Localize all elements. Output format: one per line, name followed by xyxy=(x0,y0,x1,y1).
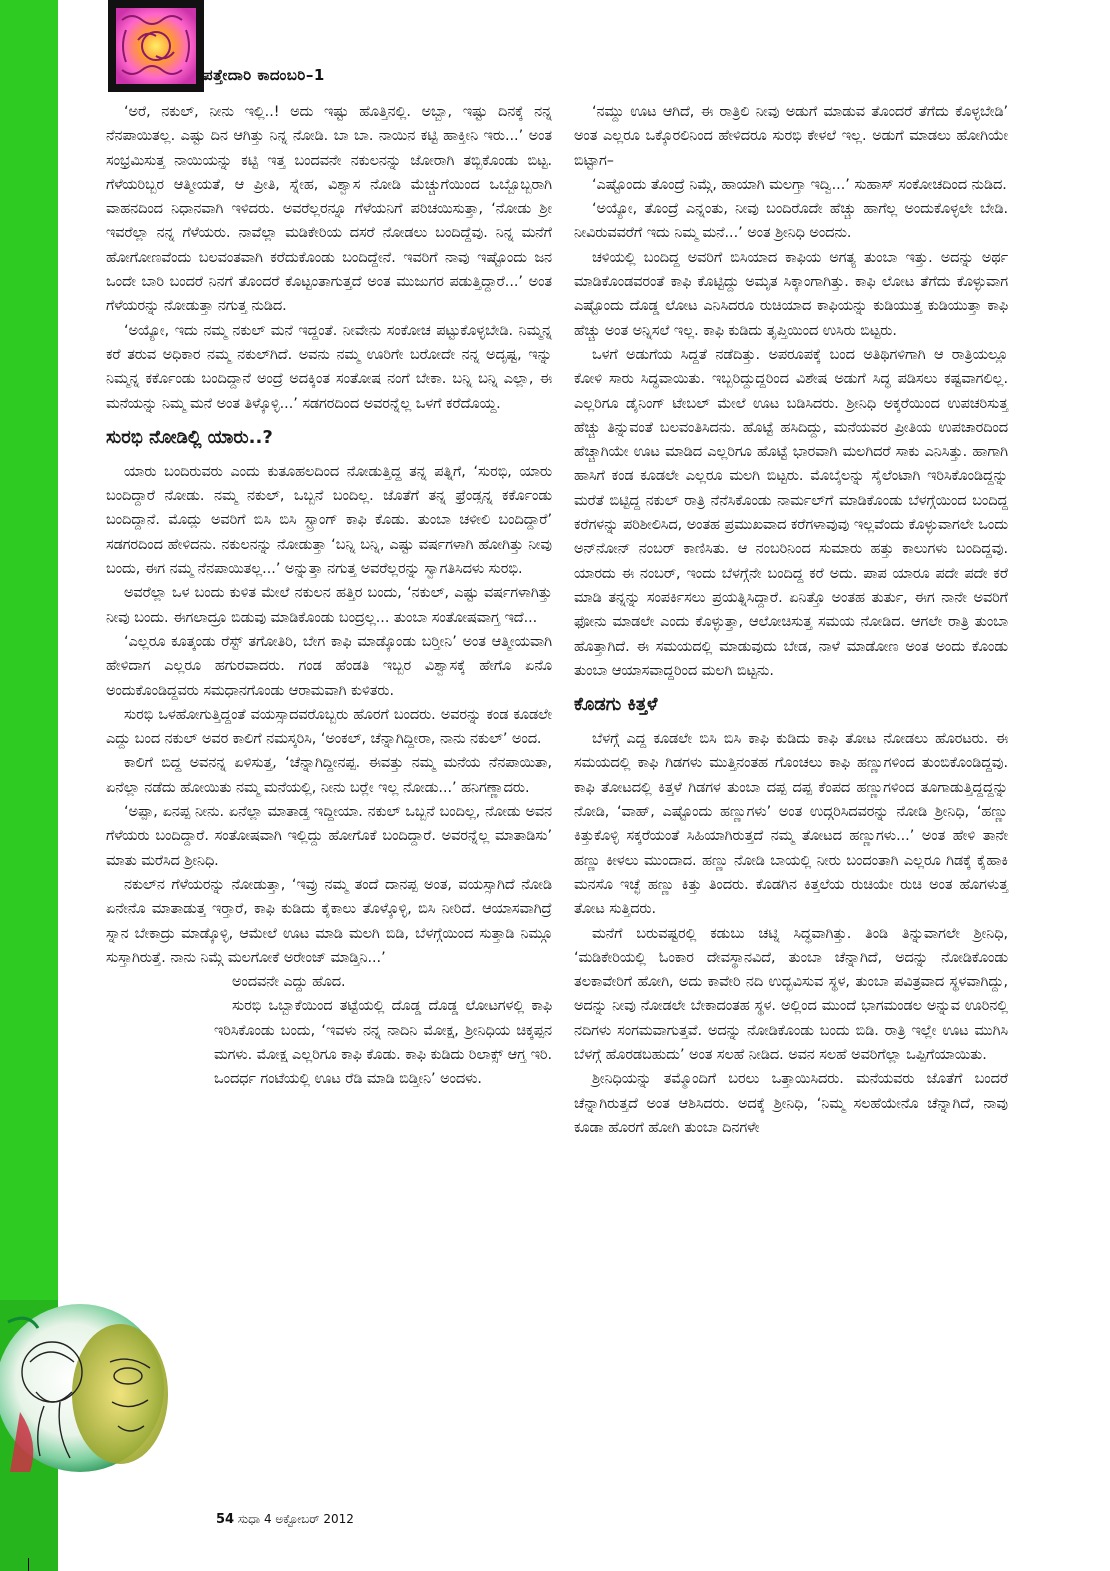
paragraph: ಸುರಭಿ ಒಳಹೋಗುತ್ತಿದ್ದಂತೆ ವಯಸ್ಸಾದವರೊಬ್ಬರು ಹೊರಗೆ ಬಂದರು. ಅವರನ್ನು ಕಂಡ ಕೂಡಲೇ ಎದ್ದು ಬಂದ ನಕುಲ್ ಅವರ ಕಾಲಿಗೆ ನಮಸ್ಕರಿಸಿ, ‘ಅಂಕಲ್, ಚೆನ್ನಾಗಿದ್ದೀರಾ, ನಾನು ನಕುಲ್’ ಅಂದ. xyxy=(106,706,552,748)
section-heading: ಕೊಡಗು ಕಿತ್ತಳೆ xyxy=(574,694,658,716)
left-column xyxy=(106,100,552,1092)
series-logo xyxy=(108,0,204,92)
section-heading: ಸುರಭಿ ನೋಡಿಲ್ಲಿ ಯಾರು..? xyxy=(106,426,273,448)
paragraph: ಶ್ರೀನಿಧಿಯನ್ನು ತಮ್ಮೊಂದಿಗೆ ಬರಲು ಒತ್ತಾಯಿಸಿದರು. ಮನೆಯವರು ಜೊತೆಗೆ ಬಂದರೆ ಚೆನ್ನಾಗಿರುತ್ತದೆ ಅಂತ ಆಶಿಸಿದರು. ಅದಕ್ಕೆ ಶ್ರೀನಿಧಿ, ‘ನಿಮ್ಮ ಸಲಹೆಯೇನೊ ಚೆನ್ನಾಗಿದೆ, ನಾವು ಕೂಡಾ ಹೊರಗೆ ಹೋಗಿ ತುಂಬಾ ದಿನಗಳೇ xyxy=(574,1071,1008,1136)
paragraph: ‘ಅಯ್ಯೋ, ತೊಂದ್ರೆ ಎನ್ನಂತು, ನೀವು ಬಂದಿರೊದೇ ಹೆಚ್ಚು ಹಾಗೆಲ್ಲ ಅಂದುಕೊಳ್ಳಲೇ ಬೇಡಿ. ನೀವಿರುವವರೆಗೆ ಇದು ನಿಮ್ಮ ಮನೆ...’ ಅಂತ ಶ್ರೀನಿಧಿ ಅಂದನು. xyxy=(574,201,1008,242)
paragraph: ಮನೆಗೆ ಬರುವಷ್ಟರಲ್ಲಿ ಕಡುಬು ಚಟ್ನಿ ಸಿದ್ಧವಾಗಿತ್ತು. ತಿಂಡಿ ತಿನ್ನುವಾಗಲೇ ಶ್ರೀನಿಧಿ, ‘ಮಡಿಕೇರಿಯಲ್ಲಿ ಓಂಕಾರ ದೇವಸ್ಥಾನವಿದೆ, ತುಂಬಾ ಚೆನ್ನಾಗಿದೆ, ಅದನ್ನು ನೋಡಿಕೊಂಡು ತಲಕಾವೇರಿಗೆ ಹೋಗಿ, ಅದು ಕಾವೇರಿ ನದಿ ಉದ್ಭವಿಸುವ ಸ್ಥಳ, ತುಂಬಾ ಪವಿತ್ರವಾದ ಸ್ಥಳವಾಗಿದ್ದು, ಅದನ್ನು ನೀವು ನೋಡಲೇ ಬೇಕಾದಂತಹ ಸ್ಥಳ. ಅಲ್ಲಿಂದ ಮುಂದೆ ಭಾಗಮಂಡಲ ಅನ್ನುವ ಊರಿನಲ್ಲಿ ನದಿಗಳು ಸಂಗಮವಾಗುತ್ತವೆ. ಅದನ್ನು ನೋಡಿಕೊಂಡು ಬಂದು ಬಿಡಿ. ರಾತ್ರಿ ಇಲ್ಲೇ ಊಟ ಮುಗಿಸಿ ಬೆಳಗ್ಗೆ ಹೊರಡಬಹುದು’ ಅಂತ ಸಲಹೆ ನೀಡಿದ. ಅವನ ಸಲಹೆ ಅವರಿಗೆಲ್ಲಾ ಒಪ್ಪಿಗೆಯಾಯಿತು. xyxy=(574,925,1008,1063)
series-title: ಪತ್ತೇದಾರಿ ಕಾದಂಬರಿ–1 xyxy=(203,66,325,84)
paragraph: ‘ಎಷ್ಟೊಂದು ತೊಂದ್ರೆ ನಿಮ್ಗೆ, ಹಾಯಾಗಿ ಮಲಗ್ತಾ ಇದ್ವಿ...’ ಸುಹಾಸ್ ಸಂಕೋಚದಿಂದ ನುಡಿದ. xyxy=(592,176,1007,193)
paragraph: ‘ಅಯ್ಯೋ, ಇದು ನಮ್ಮ ನಕುಲ್ ಮನೆ ಇದ್ದಂತೆ. ನೀವೇನು ಸಂಕೋಚ ಪಟ್ಟುಕೊಳ್ಳಬೇಡಿ. ನಿಮ್ಮನ್ನ ಕರೆ ತರುವ ಅಧಿಕಾರ ನಮ್ಮ ನಕುಲ್‌ಗಿದೆ. ಅವನು ನಮ್ಮ ಊರಿಗೇ ಬರೋದೇ ನನ್ನ ಅದೃಷ್ಟ, ಇನ್ನು ನಿಮ್ಮನ್ನ ಕರ್ಕೊಂಡು ಬಂದಿದ್ದಾನೆ ಅಂದ್ರೆ ಅದಕ್ಕಿಂತ ಸಂತೋಷ ನಂಗೆ ಬೇಕಾ. ಬನ್ನಿ ಬನ್ನಿ ಎಲ್ಲಾ, ಈ ಮನೆಯನ್ನು ನಿಮ್ಮ ಮನೆ ಅಂತ ತಿಳ್ಕೊಳ್ಳಿ...’ ಸಡಗರದಿಂದ ಅವರನ್ನೆಲ್ಲ ಒಳಗೆ ಕರೆದೊಯ್ದ. xyxy=(106,322,552,412)
paragraph: ಬೆಳಗ್ಗೆ ಎದ್ದ ಕೂಡಲೇ ಬಿಸಿ ಬಿಸಿ ಕಾಫಿ ಕುಡಿದು ಕಾಫಿ ತೋಟ ನೋಡಲು ಹೊರಟರು. ಈ ಸಮಯದಲ್ಲಿ ಕಾಫಿ ಗಿಡಗಳು ಮುತ್ತಿನಂತಹ ಗೊಂಚಲು ಕಾಫಿ ಹಣ್ಣುಗಳಿಂದ ತುಂಬಿಕೊಂಡಿದ್ದವು. ಕಾಫಿ ತೋಟದಲ್ಲಿ ಕಿತ್ತಳೆ ಗಿಡಗಳ ತುಂಬಾ ದಪ್ಪ ದಪ್ಪ ಕೆಂಪದ ಹಣ್ಣುಗಳಿಂದ ತೂಗಾಡುತ್ತಿದ್ದದ್ದನ್ನು ನೋಡಿ, ‘ವಾಹ್, ಎಷ್ಟೊಂದು ಹಣ್ಣುಗಳು’ ಅಂತ ಉದ್ಗರಿಸಿದವರನ್ನು ನೋಡಿ ಶ್ರೀನಿಧಿ, ‘ಹಣ್ಣು ಕಿತ್ತುಕೊಳ್ಳಿ ಸಕ್ಕರೆಯಂತೆ ಸಿಹಿಯಾಗಿರುತ್ತದೆ ನಮ್ಮ ತೋಟದ ಹಣ್ಣುಗಳು...’ ಅಂತ ಹೇಳಿ ತಾನೇ ಹಣ್ಣು ಕೀಳಲು ಮುಂದಾದ. ಹಣ್ಣು ನೋಡಿ ಬಾಯಲ್ಲಿ ನೀರು ಬಂದಂತಾಗಿ ಎಲ್ಲರೂ ಗಿಡಕ್ಕೆ ಕೈಹಾಕಿ ಮನಸೊ ಇಚ್ಛೆ ಹಣ್ಣು ಕಿತ್ತು ತಿಂದರು. ಕೊಡಗಿನ ಕಿತ್ತಲೆಯ ರುಚಿಯೇ ರುಚಿ ಅಂತ ಹೊಗಳುತ್ತ ತೋಟ ಸುತ್ತಿದರು. xyxy=(574,731,1008,918)
paragraph: ನಕುಲ್‌ನ ಗೆಳೆಯರನ್ನು ನೋಡುತ್ತಾ, ‘ಇವ್ರು ನಮ್ಮ ತಂದೆ ದಾನಪ್ಪ ಅಂತ, ವಯಸ್ಸಾಗಿದೆ ನೋಡಿ ಏನೇನೊ ಮಾತಾಡುತ್ತ ಇರ್‍ತಾರೆ, ಕಾಫಿ ಕುಡಿದು ಕೈಕಾಲು ತೊಳ್ಕೊಳ್ಳಿ, ಬಿಸಿ ನೀರಿದೆ. ಆಯಾಸವಾಗಿದ್ರೆ ಸ್ನಾನ ಬೇಕಾದ್ರು ಮಾಡ್ಕೊಳ್ಳಿ, ಆಮೇಲೆ ಊಟ ಮಾಡಿ ಮಲಗಿ ಬಿಡಿ, ಬೆಳಗ್ಗೆಯಿಂದ ಸುತ್ತಾಡಿ ನಿಮ್ಗೂ ಸುಸ್ತಾಗಿರುತ್ತೆ. ನಾನು ನಿಮ್ಗೆ ಮಲಗೋಕೆ ಅರೇಂಜ್ ಮಾಡ್ತಿನಿ...’ xyxy=(106,876,552,966)
paragraph: ‘ಎಲ್ಲರೂ ಕೂತ್ಕಂಡು ರೆಸ್ಟ್ ತಗೋತಿರಿ, ಬೇಗ ಕಾಫಿ ಮಾಡ್ಕೊಂಡು ಬರ್‍ತೀನಿ’ ಅಂತ ಆತ್ಮೀಯವಾಗಿ ಹೇಳಿದಾಗ ಎಲ್ಲರೂ ಹಗುರವಾದರು. ಗಂಡ ಹೆಂಡತಿ ಇಬ್ಬರ ವಿಶ್ವಾಸಕ್ಕೆ ಹೇಗೊ ಏನೊ ಅಂದುಕೊಂಡಿದ್ದವರು ಸಮಧಾನಗೊಂಡು ಆರಾಮವಾಗಿ ಕುಳಿತರು. xyxy=(106,633,552,699)
magazine-name: ಸುಧಾ xyxy=(237,1512,261,1526)
paragraph: ಅಂದವನೇ ಎದ್ದು ಹೊದ. xyxy=(232,974,346,991)
issue-date: 4 ಅಕ್ಟೋಬರ್ 2012 xyxy=(263,1512,354,1526)
paragraph: ‘ಅಪ್ಪಾ, ಏನಪ್ಪ ನೀನು. ಏನೆಲ್ಲಾ ಮಾತಾಡ್ತ ಇದ್ದೀಯಾ. ನಕುಲ್ ಒಬ್ಬನೆ ಬಂದಿಲ್ಲ, ನೋಡು ಅವನ ಗೆಳೆಯರು ಬಂದಿದ್ದಾರೆ. ಸಂತೋಷವಾಗಿ ಇಲ್ಲಿದ್ದು ಹೋಗೊಕೆ ಬಂದಿದ್ದಾರೆ. ಅವರನ್ನೆಲ್ಲ ಮಾತಾಡಿಸು’ ಮಾತು ಮರೆಸಿದ ಶ್ರೀನಿಧಿ. xyxy=(106,804,552,869)
illustration xyxy=(0,1302,190,1472)
page-number: 54 xyxy=(216,1512,235,1527)
paragraph: ಯಾರು ಬಂದಿರುವರು ಎಂದು ಕುತೂಹಲದಿಂದ ನೋಡುತ್ತಿದ್ದ ತನ್ನ ಪತ್ನಿಗೆ, ‘ಸುರಭಿ, ಯಾರು ಬಂದಿದ್ದಾರೆ ನೋಡು. ನಮ್ಮ ನಕುಲ್, ಒಬ್ಬನೆ ಬಂದಿಲ್ಲ. ಜೊತೆಗೆ ತನ್ನ ಫ್ರೆಂಡ್ಸನ್ನ ಕರ್ಕೊಂಡು ಬಂದಿದ್ದಾನೆ. ಮೊದ್ಲು ಅವರಿಗೆ ಬಿಸಿ ಬಿಸಿ ಸ್ಟ್ರಾಂಗ್ ಕಾಫಿ ಕೊಡು. ತುಂಬಾ ಚಳೀಲಿ ಬಂದಿದ್ದಾರೆ’ ಸಡಗರದಿಂದ ಹೇಳಿದನು. ನಕುಲನನ್ನು ನೋಡುತ್ತಾ ‘ಬನ್ನಿ ಬನ್ನಿ, ಎಷ್ಟು ವರ್ಷಗಳಾಗಿ ಹೋಗಿತ್ತು ನೀವು ಬಂದು, ಈಗ ನಮ್ಮ ನೆನಪಾಯಿತಲ್ಲ...’ ಅನ್ನುತ್ತಾ ನಗುತ್ತ ಅವರೆಲ್ಲರನ್ನು ಸ್ವಾಗತಿಸಿದಳು ಸುರಭಿ. xyxy=(106,463,552,578)
right-column xyxy=(574,100,1008,1140)
paragraph: ‘ಅರೆ, ನಕುಲ್, ನೀನು ಇಲ್ಲಿ..! ಅದು ಇಷ್ಟು ಹೊತ್ತಿನಲ್ಲಿ. ಅಬ್ಬಾ, ಇಷ್ಟು ದಿನಕ್ಕೆ ನನ್ನ ನೆನಪಾಯಿತಲ್ಲ. ಎಷ್ಟು ದಿನ ಆಗಿತ್ತು ನಿನ್ನ ನೋಡಿ. ಬಾ ಬಾ. ನಾಯಿನ ಕಟ್ಟಿ ಹಾಕ್ತೀನಿ ಇರು...’ ಅಂತ ಸಂಭ್ರಮಿಸುತ್ತ ನಾಯಿಯನ್ನು ಕಟ್ಟಿ ಇತ್ತ ಬಂದವನೇ ನಕುಲನನ್ನು ಜೋರಾಗಿ ತಬ್ಬಿಕೊಂಡು ಬಿಟ್ಟ. ಗೆಳೆಯರಿಬ್ಬರ ಆತ್ಮೀಯತೆ, ಆ ಪ್ರೀತಿ, ಸ್ನೇಹ, ವಿಶ್ವಾಸ ನೋಡಿ ಮೆಚ್ಚುಗೆಯಿಂದ ಒಬ್ಬೊಬ್ಬರಾಗಿ ವಾಹನದಿಂದ ನಿಧಾನವಾಗಿ ಇಳಿದರು. ಅವರೆಲ್ಲರನ್ನೂ ಗೆಳೆಯನಿಗೆ ಪರಿಚಯಿಸುತ್ತಾ, ‘ನೋಡು ಶ್ರೀ ಇವರೆಲ್ಲಾ ನನ್ನ ಗೆಳೆಯರು. ನಾವೆಲ್ಲಾ ಮಡಿಕೇರಿಯ ದಸರೆ ನೋಡಲು ಬಂದಿದ್ದೆವು. ನಿನ್ನ ಮನೆಗೆ ಹೋಗೋಣವೆಂದು ಬಲವಂತವಾಗಿ ಕರೆದುಕೊಂಡು ಬಂದಿದ್ದೇನೆ. ಇವರಿಗೆ ನಾವು ಇಷ್ಟೊಂದು ಜನ ಒಂದೇ ಬಾರಿ ಬಂದರೆ ನಿನಗೆ ತೊಂದರೆ ಕೊಟ್ಟಂತಾಗುತ್ತದೆ ಅಂತ ಮುಜುಗರ ಪಡುತ್ತಿದ್ದಾರೆ...’ ಅಂತ ಗೆಳೆಯರನ್ನು ನೋಡುತ್ತಾ ನಗುತ್ತ ನುಡಿದ. xyxy=(106,104,552,315)
paragraph: ಒಳಗೆ ಅಡುಗೆಯ ಸಿದ್ದತೆ ನಡೆದಿತ್ತು. ಅಪರೂಪಕ್ಕೆ ಬಂದ ಅತಿಥಿಗಳಿಗಾಗಿ ಆ ರಾತ್ರಿಯಲ್ಲೂ ಕೋಳಿ ಸಾರು ಸಿದ್ಧವಾಯಿತು. ಇಬ್ಬರಿದ್ದುದ್ದರಿಂದ ವಿಶೇಷ ಅಡುಗೆ ಸಿದ್ಧ ಪಡಿಸಲು ಕಷ್ಟವಾಗಲಿಲ್ಲ. ಎಲ್ಲರಿಗೂ ಡೈನಿಂಗ್ ಟೇಬಲ್ ಮೇಲೆ ಊಟ ಬಡಿಸಿದರು. ಶ್ರೀನಿಧಿ ಅಕ್ಕರೆಯಿಂದ ಉಪಚರಿಸುತ್ತ ಹೆಚ್ಚು ತಿನ್ನುವಂತೆ ಬಲವಂತಿಸಿದನು. ಹೊಟ್ಟೆ ಹಸಿದಿದ್ದು, ಮನೆಯವರ ಪ್ರೀತಿಯ ಉಪಚಾರದಿಂದ ಹೆಚ್ಚಾಗಿಯೇ ಊಟ ಮಾಡಿದ ಎಲ್ಲರಿಗೂ ಹೊಟ್ಟೆ ಭಾರವಾಗಿ ಮಲಗಿದರೆ ಸಾಕು ಎನಿಸಿತ್ತು. ಹಾಗಾಗಿ ಹಾಸಿಗೆ ಕಂಡ ಕೂಡಲೇ ಎಲ್ಲರೂ ಮಲಗಿ ಬಿಟ್ಟರು. ಮೊಬೈಲನ್ನು ಸೈಲೆಂಟಾಗಿ ಇರಿಸಿಕೊಂಡಿದ್ದನ್ನು ಮರೆತೆ ಬಿಟ್ಟಿದ್ದ ನಕುಲ್ ರಾತ್ರಿ ನೆನೆಸಿಕೊಂಡು ನಾರ್ಮಲ್‌ಗೆ ಮಾಡಿಕೊಂಡು ಬೆಳಗ್ಗೆಯಿಂದ ಬಂದಿದ್ದ ಕರೆಗಳನ್ನು ಪರಿಶೀಲಿಸಿದ, ಅಂತಹ ಪ್ರಮುಖವಾದ ಕರೆಗಳಾವುವು ಇಲ್ಲವೆಂದು ಕೊಳ್ಳುವಾಗಲೇ ಒಂದು ಅನ್‌ನೋನ್ ನಂಬರ್ ಕಾಣಿಸಿತು. ಆ ನಂಬರಿನಿಂದ ಸುಮಾರು ಹತ್ತು ಕಾಲುಗಳು ಬಂದಿದ್ದವು. ಯಾರದು ಈ ನಂಬರ್, ಇಂದು ಬೆಳಗ್ಗೆನೇ ಬಂದಿದ್ದ ಕರೆ ಅದು. ಪಾಪ ಯಾರೂ ಪದೇ ಪದೇ ಕರೆ ಮಾಡಿ ತನ್ನನ್ನು ಸಂಪರ್ಕಿಸಲು ಪ್ರಯತ್ನಿಸಿದ್ದಾರೆ. ಏನಿತ್ತೊ ಅಂತಹ ತುರ್ತು, ಈಗ ನಾನೇ ಅವರಿಗೆ ಫೋನು ಮಾಡಲೇ ಎಂದು ಕೊಳ್ಳುತ್ತಾ, ಆಲೋಚಿಸುತ್ತ ಸಮಯ ನೋಡಿದ. ಆಗಲೇ ರಾತ್ರಿ ತುಂಬಾ ಹೊತ್ತಾಗಿದೆ. ಈ ಸಮಯದಲ್ಲಿ ಮಾಡುವುದು ಬೇಡ, ನಾಳೆ ಮಾಡೋಣ ಅಂತ ಅಂದು ಕೊಂಡು ತುಂಬಾ ಆಯಾಸವಾದ್ದರಿಂದ ಮಲಗಿ ಬಿಟ್ಟನು. xyxy=(574,346,1009,679)
paragraph: ಸುರಭಿ ಒಬ್ಬಾಕೆಯಿಂದ ತಟ್ಟೆಯಲ್ಲಿ ದೊಡ್ಡ ದೊಡ್ಡ ಲೋಟಗಳಲ್ಲಿ ಕಾಫಿ ಇರಿಸಿಕೊಂಡು ಬಂದು, ‘ಇವಳು ನನ್ನ ನಾದಿನಿ ಮೋಕ್ಷ, ಶ್ರೀನಿಧಿಯ ಚಿಕ್ಕಪ್ಪನ ಮಗಳು. ಮೋಕ್ಷ ಎಲ್ಲರಿಗೂ ಕಾಫಿ ಕೊಡು. ಕಾಫಿ ಕುಡಿದು ರಿಲಾಕ್ಸ್ ಆಗ್ತ ಇರಿ. ಒಂದರ್ಧ ಗಂಟೆಯಲ್ಲಿ ಊಟ ರೆಡಿ ಮಾಡಿ ಬಿಡ್ತೀನಿ’ ಅಂದಳು. xyxy=(214,998,552,1088)
paragraph: ಚಳಿಯಲ್ಲಿ ಬಂದಿದ್ದ ಅವರಿಗೆ ಬಿಸಿಯಾದ ಕಾಫಿಯ ಅಗತ್ಯ ತುಂಬಾ ಇತ್ತು. ಅದನ್ನು ಅರ್ಥ ಮಾಡಿಕೊಂಡವರಂತೆ ಕಾಫಿ ಕೊಟ್ಟಿದ್ದು ಅಮೃತ ಸಿಕ್ಕಾಂಗಾಗಿತ್ತು. ಕಾಫಿ ಲೋಟ ತೆಗೆದು ಕೊಳ್ಳುವಾಗ ಎಷ್ಟೊಂದು ದೊಡ್ಡ ಲೋಟ ಎನಿಸಿದರೂ ರುಚಿಯಾದ ಕಾಫಿಯನ್ನು ಕುಡಿಯುತ್ತ ಕುಡಿಯುತ್ತಾ ಕಾಫಿ ಹೆಚ್ಚು ಅಂತ ಅನ್ನಿಸಲೆ ಇಲ್ಲ. ಕಾಫಿ ಕುಡಿದು ತೃಪ್ತಿಯಿಂದ ಉಸಿರು ಬಿಟ್ಟರು. xyxy=(574,249,1008,339)
paragraph: ‘ನಮ್ದು ಊಟ ಆಗಿದೆ, ಈ ರಾತ್ರಿಲಿ ನೀವು ಅಡುಗೆ ಮಾಡುವ ತೊಂದರೆ ತೆಗೆದು ಕೊಳ್ಳಬೇಡಿ’ ಅಂತ ಎಲ್ಲರೂ ಒಕ್ಕೊರಲಿನಿಂದ ಹೇಳಿದರೂ ಸುರಭಿ ಕೇಳಲೆ ಇಲ್ಲ. ಅಡುಗೆ ಮಾಡಲು ಹೋಗಿಯೇ ಬಿಟ್ಟಾಗ– xyxy=(574,104,1008,169)
paragraph: ಕಾಲಿಗೆ ಬಿದ್ದ ಅವನನ್ನ ಏಳಿಸುತ್ತ, ‘ಚೆನ್ನಾಗಿದ್ದೀನಪ್ಪ. ಈವತ್ತು ನಮ್ಮ ಮನೆಯ ನೆನಪಾಯಿತಾ, ಏನೆಲ್ಲಾ ನಡೆದು ಹೋಯಿತು ನಮ್ಮ ಮನೆಯಲ್ಲಿ, ನೀನು ಬರ್‍ಲೇ ಇಲ್ಲ ನೋಡು...’ ಹನಿಗಣ್ಣಾದರು. xyxy=(106,755,552,796)
page-footer xyxy=(216,1512,354,1527)
paragraph: ಅವರೆಲ್ಲಾ ಒಳ ಬಂದು ಕುಳಿತ ಮೇಲೆ ನಕುಲನ ಹತ್ತಿರ ಬಂದು, ‘ನಕುಲ್, ಎಷ್ಟು ವರ್ಷಗಳಾಗಿತ್ತು ನೀವು ಬಂದು. ಈಗಲಾದ್ರೂ ಬಿಡುವು ಮಾಡಿಕೊಂಡು ಬಂದ್ರಲ್ಲ... ತುಂಬಾ ಸಂತೋಷವಾಗ್ತ ಇದೆ... xyxy=(106,585,552,626)
crop-mark xyxy=(28,1558,29,1571)
